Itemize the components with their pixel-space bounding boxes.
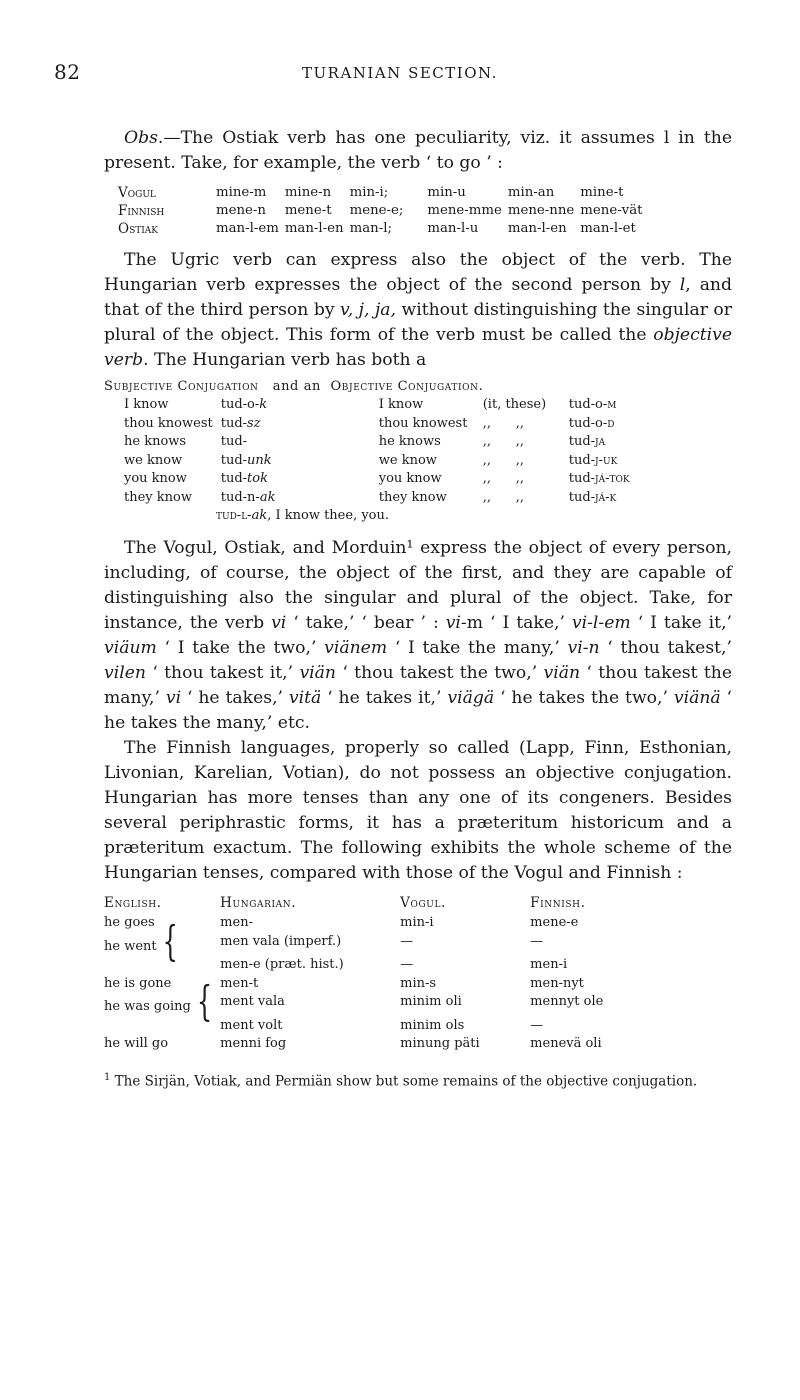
form-suffix: sz [247,415,261,431]
table-row [104,1017,650,1036]
example-gloss: ‘ thou takest,’ [599,637,732,658]
example-form: viän [543,662,581,683]
finnish-form: menevä oli [530,1036,602,1051]
form-suffix: k [259,397,268,412]
english-text: he is gone [104,975,172,991]
vogul-form: — [400,957,414,972]
table-row [124,470,638,489]
form-stem: tud-l- [216,508,252,523]
form-stem: tud-o- [220,397,260,412]
ugric-text-3: without distinguishing the singular or plural of the object. This form of the verb must be called the [104,300,732,345]
hungarian-form: men vala (imperf.) [220,933,342,949]
obs-label: Obs [124,128,158,148]
paragraph-obs [104,126,732,176]
form-stem: tud-o- [568,415,608,431]
table-row [118,184,648,202]
form-suffix: unk [247,452,272,468]
finnish-form: — [530,1017,544,1033]
footnote [104,1068,732,1092]
verb-form: man-l-en [507,221,567,236]
objective-marker: ,, ,, [482,471,525,486]
form-suffix: ak [251,508,268,523]
table-row [104,975,650,994]
objective-english: we know [378,452,437,468]
objective-english: they know [378,489,447,505]
example-gloss: ‘ he takes it,’ [321,687,448,708]
verb-form: man-l; [349,221,392,236]
ugric-v: v, j, ja, [340,300,396,320]
objective-marker: (it, these) [482,397,547,412]
subjective-form [221,415,379,434]
example-form: vitä [288,687,322,708]
column-header: Hungarian. [220,894,297,911]
objective-form [569,415,638,434]
example-form: viägä [447,687,495,708]
english-text: he goes [104,915,155,930]
hungarian-form: men-e (præt. hist.) [220,957,344,972]
objective-label: Objective Conjugation. [330,379,484,394]
objective-english: I know [378,397,424,412]
subjective-english: I know [124,397,169,412]
language-label: Vogul [118,185,156,201]
running-head: TURANIAN SECTION. [302,64,498,82]
verb-form: mene-n [216,203,266,218]
vogul-form: min-s [400,975,437,991]
ugric-text-2: , and that of the third person by [104,275,733,320]
objective-marker: ,, ,, [482,415,525,431]
hungarian-form: ment vala [220,994,285,1009]
form-suffix: j-uk [595,452,618,468]
objective-marker: ,, ,, [482,489,525,505]
form-suffix: ja [595,434,606,449]
example-form: vilen [104,662,146,683]
finnish-form: mennyt ole [530,994,604,1009]
example-form: viäum [104,637,157,658]
hungarian-form: men-t [220,975,259,991]
footnote-marker: 1 [104,1071,111,1083]
vogul-form: — [400,933,414,949]
english-text: he will go [104,1036,169,1051]
example-gloss: ‘ I take the two,’ [156,637,325,658]
english-text: he was going [104,999,191,1014]
table-row [104,993,650,1017]
form-stem: tud- [568,452,596,468]
table-row [124,452,638,471]
vogul-form: minim ols [400,1017,465,1033]
vogul-form: minim oli [400,994,462,1009]
verb-form: mine-t [580,185,624,200]
language-label: Finnish [118,203,165,219]
vogul-form: minung päti [400,1036,480,1051]
conjugation-heading [104,379,732,394]
brace-glyph: { [162,917,178,966]
table-row [124,507,638,526]
example-gloss: ‘ thou takest it,’ [145,662,300,683]
vogul-form: min-i [400,915,434,930]
table-row [124,396,638,415]
example-form: vi [165,687,182,708]
ugric-l: l [679,275,686,295]
verb-form: man-l-u [427,221,479,236]
objective-form [569,433,638,452]
finnish-form: men-nyt [530,975,584,991]
verb-form: man-l-em [216,221,279,236]
objective-english: he knows [378,434,441,449]
table-row [104,914,650,933]
subjective-english: they know [124,489,192,505]
verb-form: man-l-et [580,221,636,236]
conjugation-table [124,396,638,526]
objective-english: thou knowest [378,415,468,431]
verb-form: mene-vät [580,203,643,218]
example-gloss: ‘ I take it,’ [630,612,732,633]
objective-marker: ,, ,, [482,434,525,449]
subjective-english: thou knowest [124,415,213,431]
hungarian-form: ment volt [220,1017,283,1033]
form-stem: tud- [568,489,596,505]
hungarian-form: men- [220,915,253,930]
page-number: 82 [54,60,81,84]
example-gloss: ‘ thou takest the many,’ [104,662,732,708]
ugric-text-4: . The Hungarian verb has both a [143,350,427,370]
example-form: viänä [673,687,721,708]
subjective-form [221,489,379,508]
form-stem: tud- [568,434,596,449]
table-row [104,956,650,975]
form-stem: tud- [220,434,248,449]
example-gloss: ‘ he takes the many,’ etc. [104,687,733,733]
objective-form [569,470,638,489]
example-form: viänem [324,637,388,658]
language-label: Ostiak [118,221,159,237]
verb-to-go-table [118,184,648,238]
hungarian-form: menni fog [220,1036,287,1051]
subjective-english: you know [124,471,187,486]
verb-form: mene-mme [427,203,502,218]
english-text: he went [104,938,157,954]
english-form [104,1035,220,1054]
column-header: Vogul. [400,894,446,911]
tenses-table [104,894,650,1054]
objective-english: you know [378,471,442,486]
table-row [104,933,650,957]
table-row [124,415,638,434]
paragraph-ugric [104,248,732,373]
subjective-form [221,396,379,415]
verb-form: min-u [427,185,466,200]
table-row [104,1035,650,1054]
table-row [118,202,648,220]
example-gloss: ‘ he takes the two,’ [494,687,674,708]
column-header: English. [104,894,162,911]
objective-verb-term: objective verb [104,325,732,370]
example-form: vi-l-em [571,612,631,633]
verb-form: mene-e; [349,203,404,218]
and-an: and an [272,379,322,394]
subjective-english: he knows [124,434,187,449]
form-stem: tud- [220,471,248,486]
objective-form [569,489,638,508]
objective-form [569,452,638,471]
subjective-form [221,452,379,471]
form-stem: tud- [568,471,596,486]
form-suffix: d [607,415,615,431]
finnish-form: — [530,933,544,949]
subjective-english: we know [124,452,183,468]
example-form: vi- [445,612,467,633]
example-gloss: ‘ he takes,’ [181,687,289,708]
example-form: vi [271,612,287,633]
subjective-label: Subjective Conjugation [104,379,259,394]
verb-form: min-an [507,185,555,200]
example-gloss: ‘ take,’ ‘ bear ’ : [286,612,446,633]
form-suffix: ak [259,489,276,505]
ugric-text-1: The Ugric verb can express also the object of the verb. The Hungarian verb expresses the object of the second person by [104,250,732,295]
verb-form: man-l-en [284,221,344,236]
example-gloss: m ‘ I take,’ [466,612,572,633]
form-suffix: já-k [595,489,617,505]
footnote-text: The Sirjän, Votiak, and Permiän show but some remains of the objective conjugation. [114,1073,698,1089]
example-gloss: ‘ I take the many,’ [387,637,568,658]
verb-form: mine-m [216,185,267,200]
extra-form [124,507,638,526]
form-stem: tud-n- [220,489,260,505]
verb-form: mine-n [284,185,332,200]
paragraph-vogul [104,536,732,736]
paragraph-finnish: The Finnish languages, properly so called (Lapp, Finn, Esthonian, Livonian, Karelian, Votian), do not possess an objective conjugation. Hungarian has more tenses than any one of its congeners. Besides several periphrastic forms, it has a præteritum historicum and a præteritum exactum. The following exhibits the whole scheme of the Hungarian tenses, compared with those of the Vogul and Finnish : [104,737,732,883]
verb-form: mene-nne [507,203,575,218]
finnish-form: mene-e [530,915,579,930]
table-row [118,220,648,238]
subjective-form [221,470,379,489]
example-gloss: ‘ thou takest the two,’ [335,662,544,683]
form-suffix: m [607,397,617,412]
vogul-intro: The Vogul, Ostiak, and Morduin¹ express the object of every person, including, of course, the object of the first, and they are capable of distinguishing also the singular and plural of the object. Take, for instance, the verb [104,537,732,633]
subjective-form [221,433,379,452]
table-row [124,433,638,452]
form-stem: tud- [220,452,248,468]
brace-glyph: { [196,978,213,1026]
obs-text: .—The Ostiak verb has one peculiarity, viz. it assumes l in the present. Take, for example, the verb ‘ to go ’ : [104,128,732,173]
verb-form: mene-t [284,203,332,218]
table-row [124,489,638,508]
form-suffix: tok [247,471,268,486]
finnish-form: men-i [530,957,568,972]
form-suffix: já-tok [595,471,630,486]
objective-form [569,396,638,415]
column-header: Finnish. [530,894,586,911]
form-gloss: , I know thee, you. [267,508,390,523]
objective-marker: ,, ,, [482,452,525,468]
example-form: vi-n [567,637,600,658]
page-content [104,126,732,1091]
form-stem: tud-o- [568,397,608,412]
example-form: viän [299,662,336,683]
verb-form: min-i; [349,185,389,200]
form-stem: tud- [220,415,248,431]
